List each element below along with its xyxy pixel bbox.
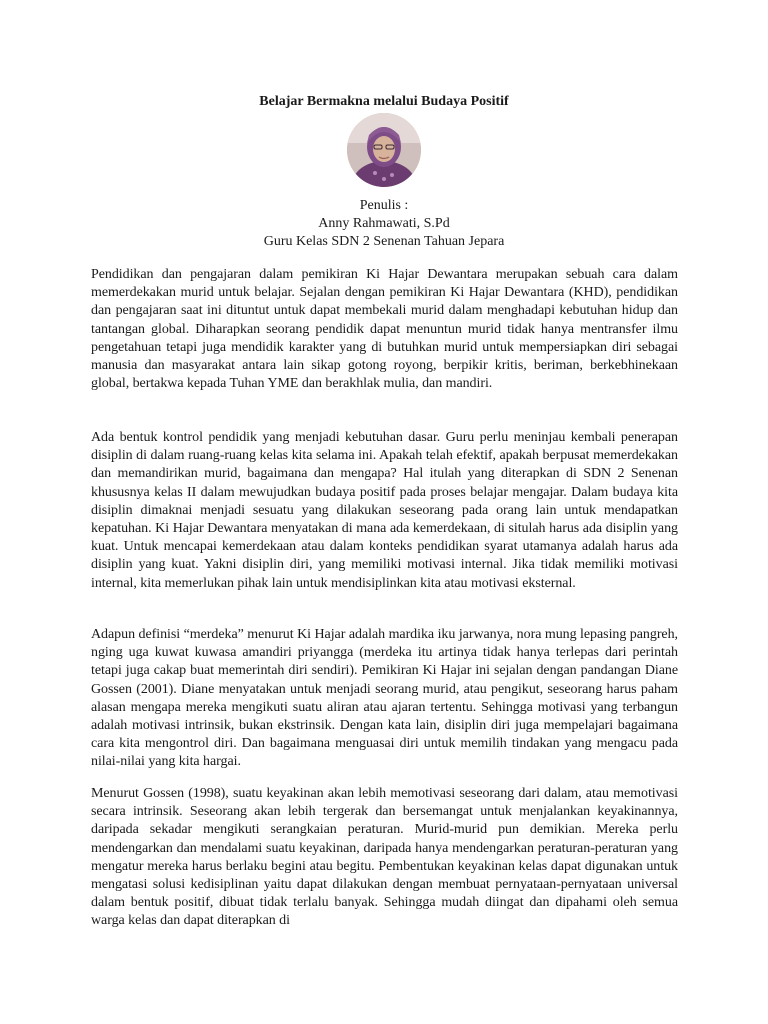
author-portrait-image [347, 113, 421, 187]
author-photo [347, 113, 421, 187]
author-byline [0, 197, 768, 251]
body-paragraph-3: Adapun definisi “merdeka” menurut Ki Hajar adalah mardika iku jarwanya, nora mung lepasing pangreh, nging uga kuwat kuwasa amandiri priyangga (merdeka itu artinya tidak hanya terlepas dari perintah tetapi juga cakap buat memerintah diri sendiri). Pemikiran Ki Hajar ini sejalan dengan pandangan Diane Gossen (2001). Diane menyatakan untuk menjadi seorang murid, atau pengikut, seseorang harus paham alasan mengapa mereka mengikuti suatu aliran atau ajaran tertentu. Sehingga motivasi yang terbangun adalah motivasi intrinsik, bukan ekstrinsik. Dengan kata lain, disiplin diri juga mempelajari bagaimana cara kita mengontrol diri. Dan bagaimana menguasai diri untuk memilih tindakan yang mengacu pada nilai-nilai yang kita hargai. [91, 627, 678, 770]
author-name: Anny Rahmawati, S.Pd [318, 216, 450, 231]
body-paragraph-2: Ada bentuk kontrol pendidik yang menjadi kebutuhan dasar. Guru perlu meninjau kembali penerapan disiplin di dalam ruang-ruang kelas kita selama ini. Apakah telah efektif, apakah berpusat memerdekakan dan memandirikan murid, bagaimana dan mengapa? Hal itulah yang diterapkan di SDN 2 Senenan khususnya kelas II dalam mewujudkan budaya positif pada proses belajar mengajar. Dalam budaya kita disiplin dimaknai menjadi sesuatu yang dilakukan seseorang pada orang lain untuk mendapatkan kepatuhan. Ki Hajar Dewantara menyatakan di mana ada kemerdekaan, di situlah harus ada disiplin yang kuat. Untuk mencapai kemerdekaan atau dalam konteks pendidikan syarat utamanya adalah harus ada disiplin yang kuat. Yakni disiplin diri, yang memiliki motivasi internal. Jika tidak memiliki motivasi internal, kita memerlukan pihak lain untuk mendisiplinkan kita atau motivasi eksternal. [91, 430, 678, 591]
document-title: Belajar Bermakna melalui Budaya Positif [259, 94, 509, 109]
body-paragraph-1: Pendidikan dan pengajaran dalam pemikiran Ki Hajar Dewantara merupakan sebuah cara dalam memerdekakan murid untuk belajar. Sejalan dengan pemikiran Ki Hajar Dewantara (KHD), pendidikan dan pengajaran saat ini dituntut untuk dapat membekali murid dalam menghadapi kebutuhan hidup dan tantangan global. Diharapkan seorang pendidik dapat menuntun murid tidak hanya mentransfer ilmu pengetahuan tetapi juga mendidik karakter yang di butuhkan murid untuk mempersiapkan diri sebagai manusia dan masyarakat antara lain sikap gotong royong, berpikir kritis, beriman, berkebhinekaan global, bertakwa kepada Tuhan YME dan berakhlak mulia, dan mandiri. [91, 267, 678, 392]
author-affiliation: Guru Kelas SDN 2 Senenan Tahuan Jepara [263, 234, 505, 249]
body-paragraph-4: Menurut Gossen (1998), suatu keyakinan akan lebih memotivasi seseorang dari dalam, atau memotivasi secara intrinsik. Seseorang akan lebih tergerak dan bersemangat untuk menjalankan keyakinannya, daripada sekadar mengikuti serangkaian peraturan. Murid-murid pun demikian. Mereka perlu mendengarkan dan mendalami suatu keyakinan, daripada hanya mendengarkan peraturan-peraturan yang mengatur mereka harus berlaku begini atau begitu. Pembentukan keyakinan kelas dapat digunakan untuk mengatasi solusi kedisiplinan yaitu dapat dilakukan dengan membuat pernyataan-pernyataan universal dalam bentuk positif, dibuat tidak terlalu banyak. Sehingga mudah diingat dan dipahami oleh semua warga kelas dan dapat diterapkan di [91, 786, 678, 929]
byline-label: Penulis : [359, 198, 409, 213]
